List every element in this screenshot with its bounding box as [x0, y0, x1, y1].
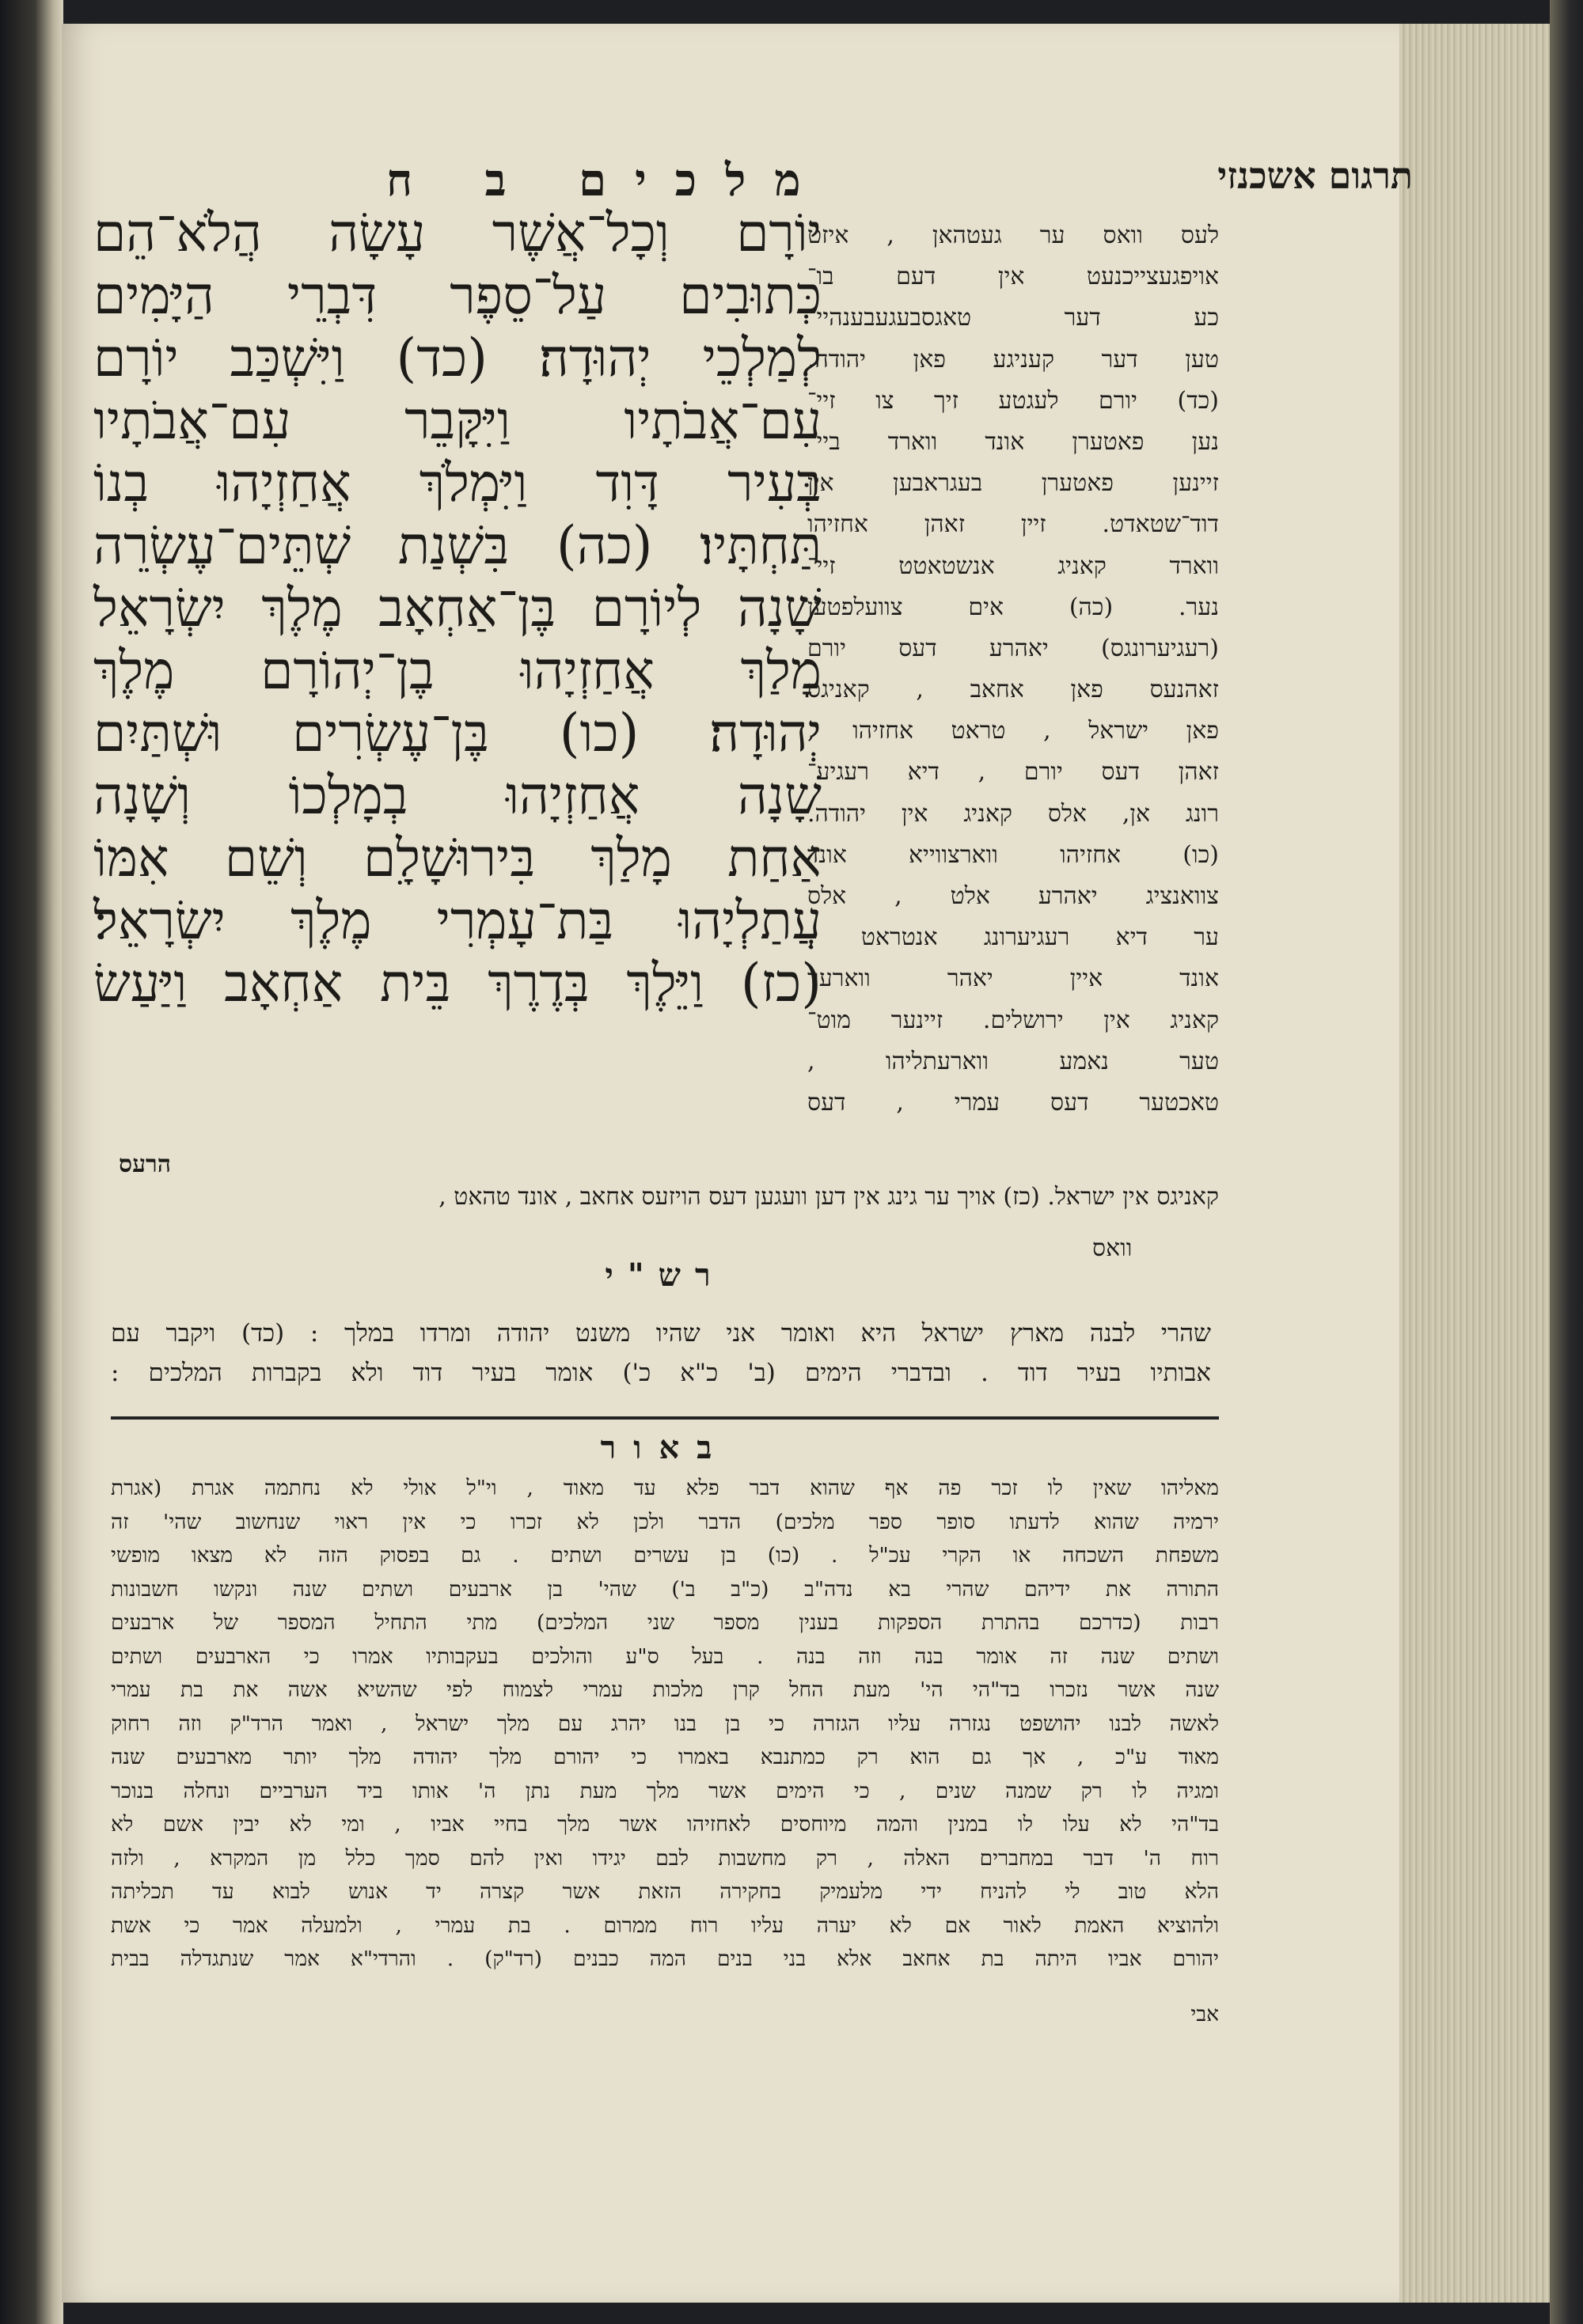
translation-line: לעס וואס ער געטהאן , איזט	[807, 222, 1219, 249]
main-text-line: כְּתוּבִים עַל־סֵפֶר דִּבְרֵי הַיָּמִים	[93, 265, 822, 326]
main-text-line: מָלַךְ אֲחַזְיָהוּ בֶן־יְהוֹרָם מֶלֶךְ	[93, 640, 822, 701]
biur-commentary	[111, 1472, 1219, 1977]
book-title-header: מלכים ב ח	[386, 154, 829, 207]
translation-column	[807, 215, 1219, 1124]
main-hebrew-text	[93, 202, 822, 1014]
translation-line: (כו) אחזיהו ווארצווייא אונד	[807, 840, 1219, 869]
biur-line: לאשה לבנו יהושפט נגזרה עליו הגזרה כי בן בנו יהרג עם מלך ישראל , ואמר הרד"ק וזה רחוק	[111, 1711, 1219, 1736]
book-gutter	[0, 0, 63, 2324]
translation-catchword: וואס	[1092, 1234, 1133, 1262]
translation-line: זאהנעס פאן אחאב , קאניגס	[807, 676, 1219, 704]
translation-line: דוד־שטאדט. זיין זאהן אחזיהו	[807, 510, 1219, 539]
translation-line: זאהן דעס יורם , דיא רעגיע־	[807, 758, 1219, 787]
biur-line: בד"הי לא עלו לו במנין והמה מיוחסים לאחזיהו אשר מלך בחיי אביו , ומי לא יבין אשם לא	[111, 1812, 1219, 1837]
translation-line: צוואנציג יאהרע אלט , אלס	[807, 882, 1219, 910]
translation-line: (רעגיערונגס) יאהרע דעס יורם	[807, 634, 1219, 662]
main-catchword: הרעס	[119, 1151, 172, 1178]
biur-line: שנה אשר נזכרו בד"הי הי' מעת החל קרן מלכות עמרי לצמוח לפי שהשיא אשה את בת עמרי	[111, 1678, 1219, 1702]
translation-line: ווארד קאניג אנשטאטט זיי־	[807, 552, 1219, 580]
rashi-line: אבותיו בעיר דוד . ובדברי הימים (ב' כ"א כ') אומר בעיר דוד ולא בקברות המלכים :	[111, 1359, 1211, 1387]
rashi-commentary	[111, 1314, 1211, 1393]
main-text-line: עֲתַלְיָהוּ בַּת־עָמְרִי מֶלֶךְ יִשְׂרָאֵל׃	[93, 890, 822, 951]
biur-line: רוח ה' דבר במחברים האלה , רק מחשבות לבם יגידו ואין להם סמך כלל מן המקרא , ולזה	[111, 1845, 1219, 1871]
rashi-title: רש"י	[605, 1257, 725, 1294]
section-divider	[111, 1416, 1219, 1420]
main-text-line: לְמַלְכֵי יְהוּדָה׃ (כד) וַיִּשְׁכַּב יוֹרָם	[93, 328, 822, 389]
main-text-line: עִם־אֲבֹתָיו וַיִּקָּבֵר עִם־אֲבֹתָיו	[93, 390, 822, 451]
translation-line: אונד איין יאהר ווארער	[807, 965, 1219, 993]
main-text-line: אַחַת מָלַךְ בִּירוּשָׁלָ͏ִם וְשֵׁם אִמּוֹ	[93, 828, 822, 889]
translation-line: אויפגעצייכנעט אין דעם בו־	[807, 263, 1219, 291]
translation-continuation-line: קאניגס אין ישראל. (כז) אויך ער גינג אין דען וועגען דעס הויזעס אחאב , אונד טהאט ,	[438, 1183, 1219, 1211]
main-text-line: יוֹרָם וְכָל־אֲשֶׁר עָשָׂה הֲלֹא־הֵם	[93, 203, 822, 263]
biur-line: ירמיה שהוא לדעתו סופר ספר מלכים) הדבר ולכן לא זכרו כי אין ראוי שנחשוב שהי' זה	[111, 1509, 1219, 1534]
translation-line: ער דיא רעגיערונג אנטראט ,	[807, 923, 1219, 952]
biur-title: באור	[600, 1429, 730, 1466]
biur-line: ומגיה לו רק שמנה שנים , כי הימים אשר מלך מעת נתן ה' אותו ביד הערביים ונחלה בנוכר	[111, 1778, 1219, 1803]
translation-line: (כד) יורם לעגטע זיך צו זיי־	[807, 386, 1219, 415]
biur-line: ולהוציא האמת לאור אם לא יערה עליו רוח ממרום . בת עמרי , ולמעלה אמר כי אשת	[111, 1913, 1219, 1938]
biur-line: יהורם אביו היתה בת אחאב אלא בני בנים המה כבנים (רד"ק) . והרדי"א אמר שנתגדלה בבית	[111, 1947, 1219, 1971]
translation-line: קאניג אין ירושלים. זיינער מוט־	[807, 1006, 1219, 1034]
translation-line: טען דער קעניגע פאן יהודה.	[807, 345, 1219, 373]
main-text-line: בְּעִיר דָּוִד וַיִּמְלֹךְ אֲחַזְיָהוּ בְנוֹ	[93, 453, 822, 514]
biur-line: התורה את ידיהם שהרי בא נדה"ב (כ"ב ב') שהי' בן ארבעים ושתים שנה ונקשו חשבונות	[111, 1576, 1219, 1602]
translation-line: טאכטער דעס עמרי , דעס	[807, 1088, 1219, 1117]
main-text-line: יְהוּדָה׃ (כו) בֶּן־עֶשְׂרִים וּשְׁתַּיִם	[93, 703, 822, 764]
biur-line: משפחת השכחה או הקרי עכ"ל . (כו) בן עשרים ושתים . גם בפסוק הזה לא מצאו מופשי	[111, 1543, 1219, 1568]
biur-line: ושתים שנה זה אומר בנה וזה בנה . בעל ס"ע והולכים בעקבותיו אמרו כי הארבעים ושתים	[111, 1643, 1219, 1669]
biur-line: מאליהו שאין לו זכר פה אף שהוא דבר פלא עד מאוד , וי"ל אולי לא נחתמה אגרת (אגרת	[111, 1476, 1219, 1500]
translation-line: טער נאמע ווארעתליהו ,	[807, 1047, 1219, 1075]
translation-line: כע דער טאגסבעגעבענהיי־	[807, 304, 1219, 332]
translation-line: פאן ישראל , טראט אחזיהו ,	[807, 717, 1219, 745]
translation-line: נען פאטערן אונד ווארד ביי־	[807, 427, 1219, 456]
main-text-line: שָׁנָה לְיוֹרָם בֶּן־אַחְאָב מֶלֶךְ יִשְׂרָאֵל	[93, 578, 822, 639]
main-text-line: (כז) וַיֵּלֶךְ בְּדֶרֶךְ בֵּית אַחְאָב וַיַּעַשׂ	[93, 953, 822, 1014]
biur-catchword: אבי	[1190, 2002, 1219, 2026]
book-cover-edge	[1550, 0, 1583, 2324]
biur-line: מאוד ע"כ , אך גם הוא רק כמתנבא באמרו כי יהורם מלך יהודה מלך יותר מארבעים שנה	[111, 1745, 1219, 1769]
translation-title-header: תרגום אשכנזי	[1217, 154, 1413, 197]
main-text-line: שָׁנָה אֲחַזְיָהוּ בְמָלְכוֹ וְשָׁנָה	[93, 765, 822, 826]
translation-line: נער. (כה) אים צוועלפטען	[807, 593, 1219, 621]
main-text-line: תַּחְתָּיו׃ (כה) בִּשְׁנַת שְׁתֵּים־עֶשְׂרֵה	[93, 515, 822, 576]
biur-line: רבות (כדרכם בהתרת הספקות בענין מספר שני המלכים) מתי התחיל המספר של ארבעים	[111, 1610, 1219, 1635]
translation-line: זיינען פאטערן בעגראבען אין	[807, 469, 1219, 498]
translation-line: רונג אן, אלס קאניג אין יהודה.	[807, 799, 1219, 828]
rashi-line: שהרי לבנה מארץ ישראל היא ואומר אני שהיו משנט יהודה ומרדו במלך : (כד) ויקבר עם	[111, 1319, 1211, 1348]
biur-line: הלא טוב לי להניח ידי מלעמיק בחקירה הזאת אשר קצרה יד אנוש לבוא עד תכליתה	[111, 1879, 1219, 1904]
